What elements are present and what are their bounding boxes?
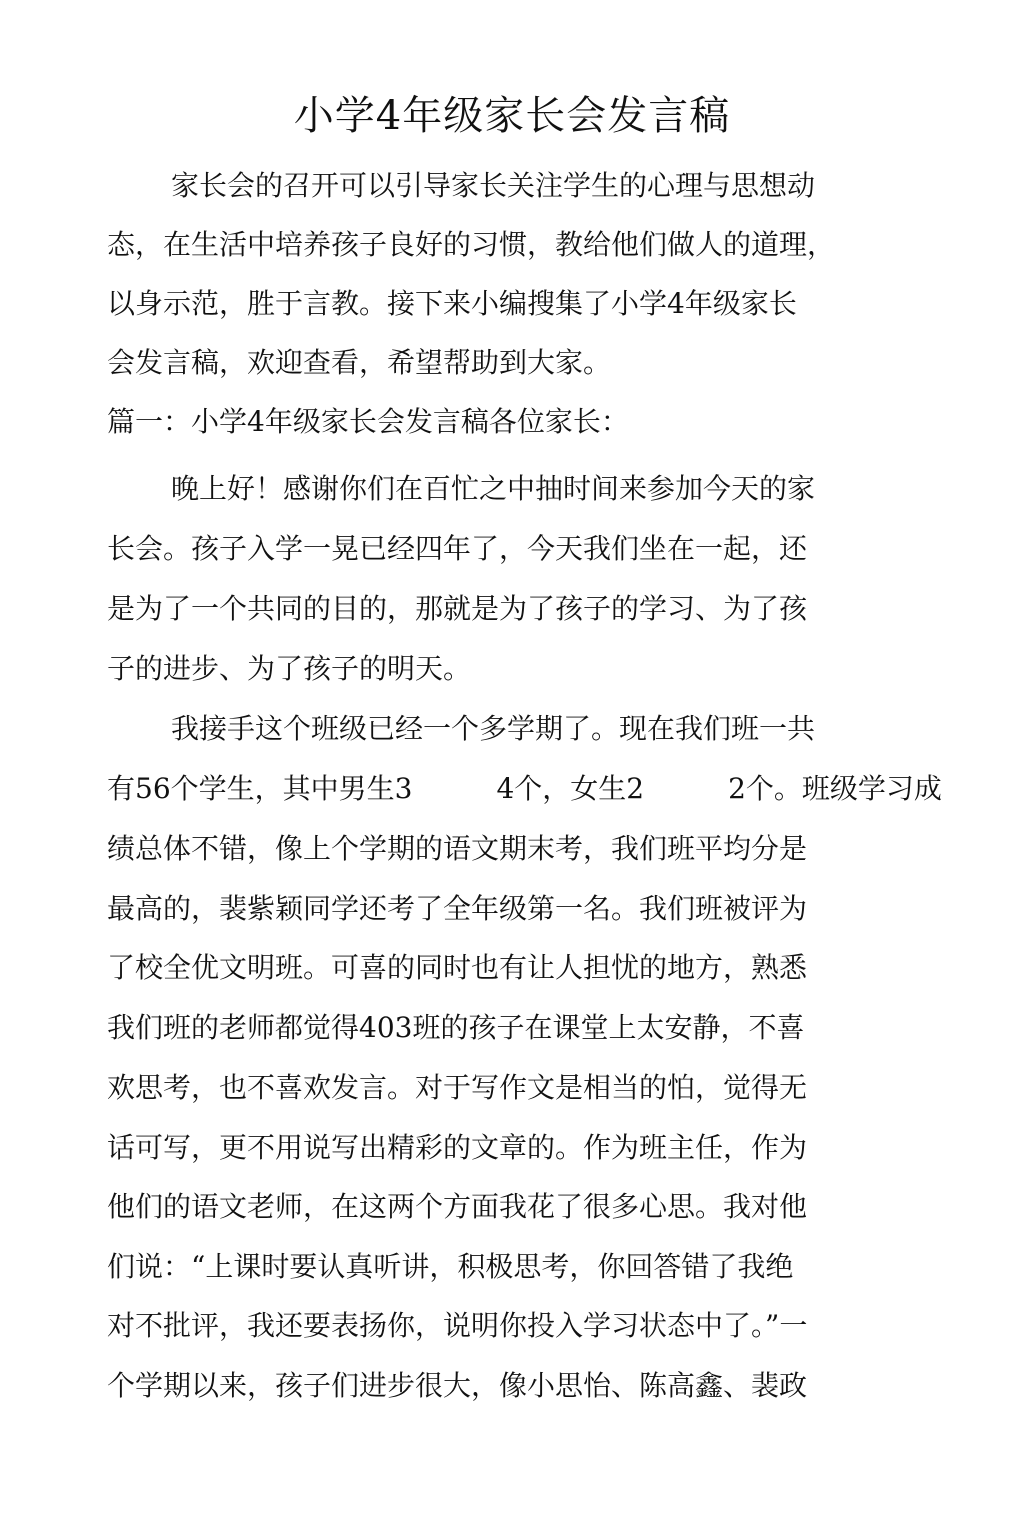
paragraph-line: 对不批评，我还要表扬你，说明你投入学习状态中了。”一: [107, 1309, 808, 1342]
paragraph-line: 家长会的召开可以引导家长关注学生的心理与思想动: [171, 169, 816, 202]
paragraph-line: 以身示范，胜于言教。接下来小编搜集了小学4年级家长: [107, 287, 797, 320]
paragraph-line: 我们班的老师都觉得403班的孩子在课堂上太安静，不喜: [107, 1011, 805, 1044]
paragraph-line: 会发言稿，欢迎查看，希望帮助到大家。: [107, 346, 612, 379]
paragraph-line: 欢思考，也不喜欢发言。对于写作文是相当的怕，觉得无: [107, 1071, 808, 1104]
paragraph-line: 有56个学生，其中男生3 4个，女生2 2个。班级学习成: [107, 772, 942, 805]
document-title: 小学4年级家长会发言稿: [293, 93, 731, 139]
paragraph-line: 最高的，裴紫颖同学还考了全年级第一名。我们班被评为: [107, 892, 808, 925]
paragraph-line: 个学期以来，孩子们进步很大，像小思怡、陈高鑫、裴政: [107, 1369, 808, 1402]
paragraph-line: 长会。孩子入学一晃已经四年了，今天我们坐在一起，还: [107, 532, 808, 565]
paragraph-line: 子的进步、为了孩子的明天。: [107, 652, 472, 685]
paragraph-line: 是为了一个共同的目的，那就是为了孩子的学习、为了孩: [107, 592, 808, 625]
paragraph-line: 他们的语文老师，在这两个方面我花了很多心思。我对他: [107, 1190, 808, 1223]
section-heading: 篇一：小学4年级家长会发言稿各位家长：: [107, 405, 629, 438]
paragraph-line: 绩总体不错，像上个学期的语文期末考，我们班平均分是: [107, 832, 808, 865]
paragraph-line: 话可写，更不用说写出精彩的文章的。作为班主任，作为: [107, 1131, 808, 1164]
paragraph-line: 了校全优文明班。可喜的同时也有让人担忧的地方，熟悉: [107, 951, 808, 984]
paragraph-line: 们说：“上课时要认真听讲，积极思考，你回答错了我绝: [107, 1250, 794, 1283]
paragraph-line: 态，在生活中培养孩子良好的习惯，教给他们做人的道理，: [107, 228, 836, 261]
paragraph-line: 晚上好！感谢你们在百忙之中抽时间来参加今天的家: [171, 472, 816, 505]
paragraph-line: 我接手这个班级已经一个多学期了。现在我们班一共: [171, 712, 816, 745]
